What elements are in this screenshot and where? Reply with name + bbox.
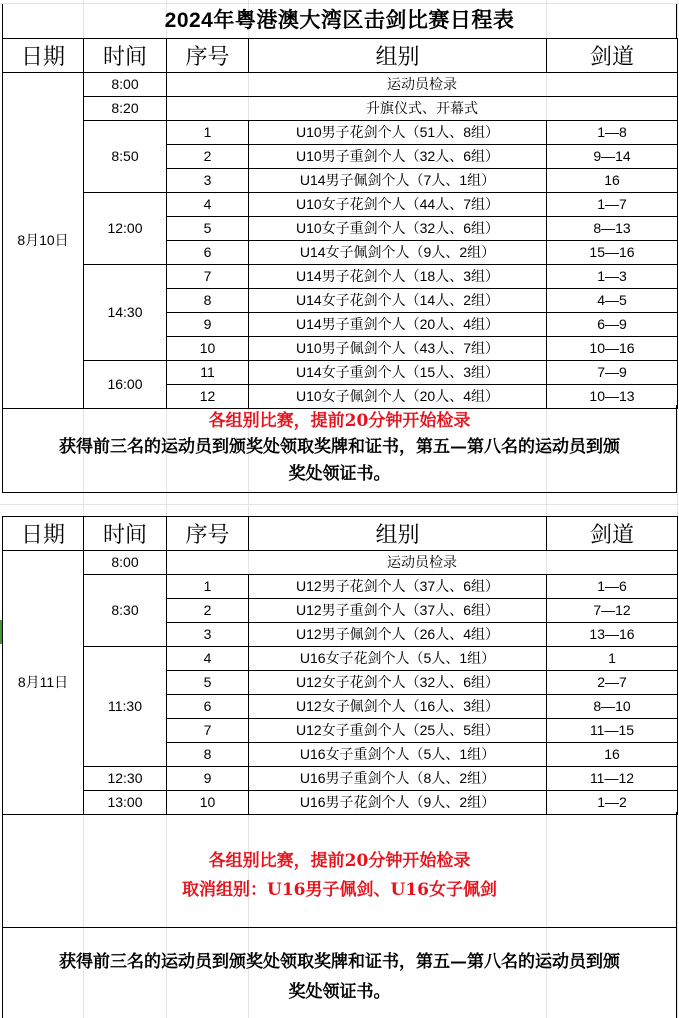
piste-cell[interactable]: 1 [547, 647, 678, 671]
event-cell[interactable]: 运动员检录 [167, 73, 678, 97]
seq-cell[interactable]: 1 [167, 121, 249, 145]
page-title: 2024年粤港澳大湾区击剑比赛日程表 [2, 4, 677, 38]
seq-cell[interactable]: 7 [167, 719, 249, 743]
column-header-date: 日期 [3, 39, 84, 73]
group-cell[interactable]: U12女子花剑个人（32人、6组） [249, 671, 547, 695]
group-cell[interactable]: U14男子花剑个人（18人、3组） [249, 265, 547, 289]
group-cell[interactable]: U12男子花剑个人（37人、6组） [249, 575, 547, 599]
column-header-date: 日期 [3, 517, 84, 551]
schedule-table-day2 [2, 516, 678, 815]
piste-cell[interactable]: 8—13 [547, 217, 678, 241]
group-cell[interactable]: U12女子重剑个人（25人、5组） [249, 719, 547, 743]
time-cell[interactable]: 8:50 [84, 121, 167, 193]
group-cell[interactable]: U10女子佩剑个人（20人、4组） [249, 385, 547, 409]
piste-cell[interactable]: 1—6 [547, 575, 678, 599]
table-row [3, 361, 678, 385]
schedule-table-day1 [2, 38, 678, 409]
table-row [3, 97, 678, 121]
column-header-time: 时间 [84, 39, 167, 73]
time-cell[interactable]: 8:20 [84, 97, 167, 121]
group-cell[interactable]: U10男子佩剑个人（43人、7组） [249, 337, 547, 361]
piste-cell[interactable]: 1—8 [547, 121, 678, 145]
award-notice-line2: 奖处领证书。 [288, 982, 391, 1002]
seq-cell[interactable]: 6 [167, 695, 249, 719]
piste-cell[interactable]: 7—12 [547, 599, 678, 623]
group-cell[interactable]: U16女子重剑个人（5人、1组） [249, 743, 547, 767]
seq-cell[interactable]: 9 [167, 313, 249, 337]
group-cell[interactable]: U12男子重剑个人（37人、6组） [249, 599, 547, 623]
time-cell[interactable]: 12:00 [84, 193, 167, 265]
time-cell[interactable]: 11:30 [84, 647, 167, 767]
time-cell[interactable]: 8:00 [84, 73, 167, 97]
seq-cell[interactable]: 8 [167, 743, 249, 767]
column-header-time: 时间 [84, 517, 167, 551]
table-row [3, 767, 678, 791]
piste-cell[interactable]: 15—16 [547, 241, 678, 265]
day2-checkin-notice[interactable] [2, 812, 677, 928]
group-cell[interactable]: U10男子花剑个人（51人、8组） [249, 121, 547, 145]
seq-cell[interactable]: 10 [167, 337, 249, 361]
piste-cell[interactable]: 9—14 [547, 145, 678, 169]
event-cell[interactable]: 升旗仪式、开幕式 [167, 97, 678, 121]
time-cell[interactable]: 13:00 [84, 791, 167, 815]
table-row [3, 791, 678, 815]
award-notice-line1: 获得前三名的运动员到颁奖处领取奖牌和证书，第五—第八名的运动员到颁 [59, 952, 620, 972]
date-cell[interactable]: 8月11日 [3, 551, 84, 815]
piste-cell[interactable]: 1—2 [547, 791, 678, 815]
column-header-piste: 剑道 [547, 39, 678, 73]
group-cell[interactable]: U10女子重剑个人（32人、6组） [249, 217, 547, 241]
group-cell[interactable]: U14男子佩剑个人（7人、1组） [249, 169, 547, 193]
group-cell[interactable]: U10女子花剑个人（44人、7组） [249, 193, 547, 217]
day2-award-notice[interactable] [2, 927, 677, 1018]
piste-cell[interactable]: 11—15 [547, 719, 678, 743]
seq-cell[interactable]: 5 [167, 671, 249, 695]
piste-cell[interactable]: 2—7 [547, 671, 678, 695]
group-cell[interactable]: U14女子佩剑个人（9人、2组） [249, 241, 547, 265]
piste-cell[interactable]: 8—10 [547, 695, 678, 719]
group-cell[interactable]: U12女子佩剑个人（16人、3组） [249, 695, 547, 719]
piste-cell[interactable]: 1—7 [547, 193, 678, 217]
seq-cell[interactable]: 7 [167, 265, 249, 289]
column-header-seq: 序号 [167, 39, 249, 73]
piste-cell[interactable]: 4—5 [547, 289, 678, 313]
seq-cell[interactable]: 4 [167, 647, 249, 671]
piste-cell[interactable]: 1—3 [547, 265, 678, 289]
table-row [3, 73, 678, 97]
seq-cell[interactable]: 4 [167, 193, 249, 217]
seq-cell[interactable]: 12 [167, 385, 249, 409]
table-row [3, 121, 678, 145]
seq-cell[interactable]: 8 [167, 289, 249, 313]
table-row [3, 575, 678, 599]
seq-cell[interactable]: 1 [167, 575, 249, 599]
event-cell[interactable]: 运动员检录 [167, 551, 678, 575]
header-row [3, 39, 678, 73]
time-cell[interactable]: 8:30 [84, 575, 167, 647]
seq-cell[interactable]: 3 [167, 169, 249, 193]
group-cell[interactable]: U16女子花剑个人（5人、1组） [249, 647, 547, 671]
piste-cell[interactable]: 13—16 [547, 623, 678, 647]
piste-cell[interactable]: 16 [547, 743, 678, 767]
seq-cell[interactable]: 3 [167, 623, 249, 647]
seq-cell[interactable]: 10 [167, 791, 249, 815]
piste-cell[interactable]: 7—9 [547, 361, 678, 385]
seq-cell[interactable]: 6 [167, 241, 249, 265]
table-row [3, 647, 678, 671]
group-cell[interactable]: U12男子佩剑个人（26人、4组） [249, 623, 547, 647]
cancelled-groups-notice: 取消组别：U16男子佩剑、U16女子佩剑 [182, 880, 497, 900]
group-cell[interactable]: U16男子花剑个人（9人、2组） [249, 791, 547, 815]
time-cell[interactable]: 16:00 [84, 361, 167, 409]
seq-cell[interactable]: 5 [167, 217, 249, 241]
group-cell[interactable]: U14男子重剑个人（20人、4组） [249, 313, 547, 337]
date-cell[interactable]: 8月10日 [3, 73, 84, 409]
piste-cell[interactable]: 16 [547, 169, 678, 193]
piste-cell[interactable]: 10—13 [547, 385, 678, 409]
day1-notice[interactable] [2, 405, 677, 493]
time-cell[interactable]: 14:30 [84, 265, 167, 361]
column-header-piste: 剑道 [547, 517, 678, 551]
seq-cell[interactable]: 2 [167, 145, 249, 169]
piste-cell[interactable]: 6—9 [547, 313, 678, 337]
header-row [3, 517, 678, 551]
seq-cell[interactable]: 11 [167, 361, 249, 385]
checkin-notice: 各组别比赛，提前20分钟开始检录 [208, 411, 471, 431]
piste-cell[interactable]: 10—16 [547, 337, 678, 361]
time-cell[interactable]: 8:00 [84, 551, 167, 575]
award-notice-line1: 获得前三名的运动员到颁奖处领取奖牌和证书，第五—第八名的运动员到颁 [59, 437, 620, 457]
piste-cell[interactable]: 11—12 [547, 767, 678, 791]
column-header-group: 组别 [249, 39, 547, 73]
table-row [3, 551, 678, 575]
seq-cell[interactable]: 9 [167, 767, 249, 791]
group-cell[interactable]: U14女子花剑个人（14人、2组） [249, 289, 547, 313]
column-header-seq: 序号 [167, 517, 249, 551]
table-row [3, 265, 678, 289]
group-cell[interactable]: U14女子重剑个人（15人、3组） [249, 361, 547, 385]
checkin-notice: 各组别比赛，提前20分钟开始检录 [208, 851, 471, 871]
table-row [3, 193, 678, 217]
time-cell[interactable]: 12:30 [84, 767, 167, 791]
column-header-group: 组别 [249, 517, 547, 551]
group-cell[interactable]: U10男子重剑个人（32人、6组） [249, 145, 547, 169]
award-notice-line2: 奖处领证书。 [288, 464, 391, 484]
group-cell[interactable]: U16男子重剑个人（8人、2组） [249, 767, 547, 791]
seq-cell[interactable]: 2 [167, 599, 249, 623]
